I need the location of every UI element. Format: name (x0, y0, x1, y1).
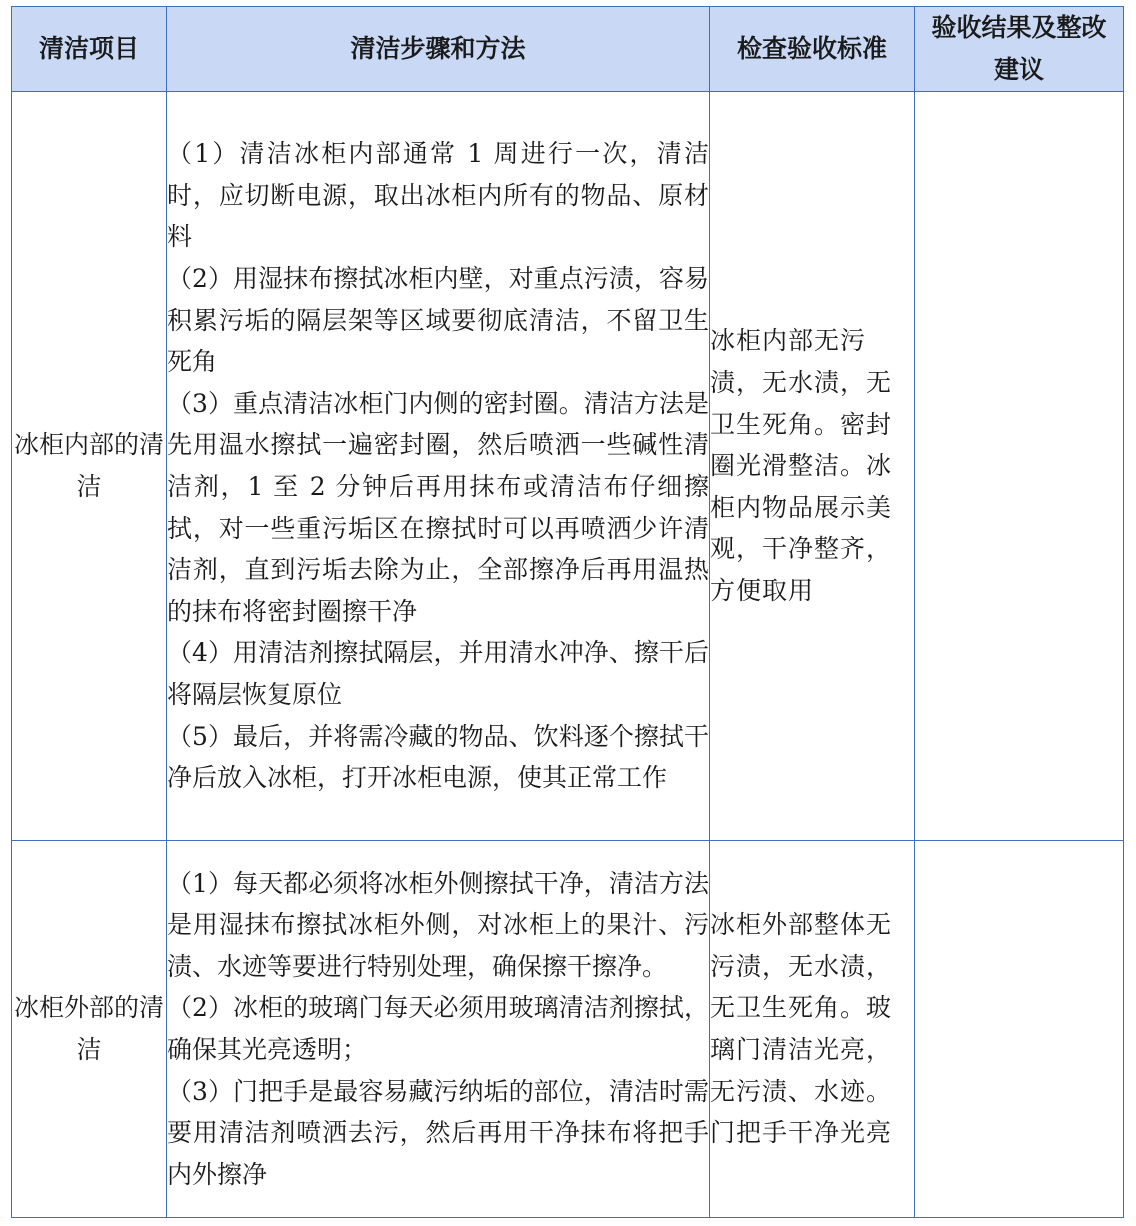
step-text: （5）最后，并将需冷藏的物品、饮料逐个擦拭干净后放入冰柜，打开冰柜电源，使其正常工作 (167, 721, 709, 793)
step-text: （3）门把手是最容易藏污纳垢的部位，清洁时需要用清洁剂喷洒去污，然后再用干净抹布将把手内外擦净 (167, 1076, 709, 1189)
cell-standard: 冰柜外部整体无污渍，无水渍，无卫生死角。玻璃门清洁光亮，无污渍、水迹。门把手干净光亮 (710, 841, 915, 1218)
step-text: （1）每天都必须将冰柜外侧擦拭干净，清洁方法是用湿抹布擦拭冰柜外侧，对冰柜上的果汁、污渍、水迹等要进行特别处理，确保擦干擦净。 (167, 868, 709, 981)
step-text: （4）用清洁剂擦拭隔层，并用清水冲净、擦干后将隔层恢复原位 (167, 638, 709, 709)
cell-item: 冰柜外部的清洁 (12, 841, 167, 1218)
table-row-freezer-interior (12, 92, 1124, 841)
header-row (12, 7, 1124, 92)
header-result-and-suggestion: 验收结果及整改建议 (915, 7, 1124, 92)
cell-standard: 冰柜内部无污渍，无水渍，无卫生死角。密封圈光滑整洁。冰柜内物品展示美观，干净整齐，方便取用 (710, 92, 915, 841)
step-text: （2）用湿抹布擦拭冰柜内壁，对重点污渍，容易积累污垢的隔层架等区域要彻底清洁，不留卫生死角 (167, 264, 709, 377)
table-row-freezer-exterior (12, 841, 1124, 1218)
cleaning-checklist-table (11, 6, 1124, 1218)
cell-steps (167, 841, 710, 1218)
step-text: （2）冰柜的玻璃门每天必须用玻璃清洁剂擦拭，确保其光亮透明； (167, 993, 709, 1064)
cell-result (915, 92, 1124, 841)
cell-steps (167, 92, 710, 841)
header-inspection-standard: 检查验收标准 (710, 7, 915, 92)
step-text: （1）清洁冰柜内部通常 1 周进行一次，清洁时，应切断电源，取出冰柜内所有的物品、原材料 (167, 139, 709, 252)
header-cleaning-item: 清洁项目 (12, 7, 167, 92)
cell-item: 冰柜内部的清洁 (12, 92, 167, 841)
cell-result (915, 841, 1124, 1218)
header-cleaning-steps: 清洁步骤和方法 (167, 7, 710, 92)
step-text: （3）重点清洁冰柜门内侧的密封圈。清洁方法是先用温水擦拭一遍密封圈，然后喷洒一些碱性清洁剂，1 至 2 分钟后再用抹布或清洁布仔细擦拭，对一些重污垢区在擦拭时可以再喷洒少许清洁剂，直到污垢去除为止，全部擦净后再用温热的抹布将密封圈擦干净 (167, 388, 709, 626)
